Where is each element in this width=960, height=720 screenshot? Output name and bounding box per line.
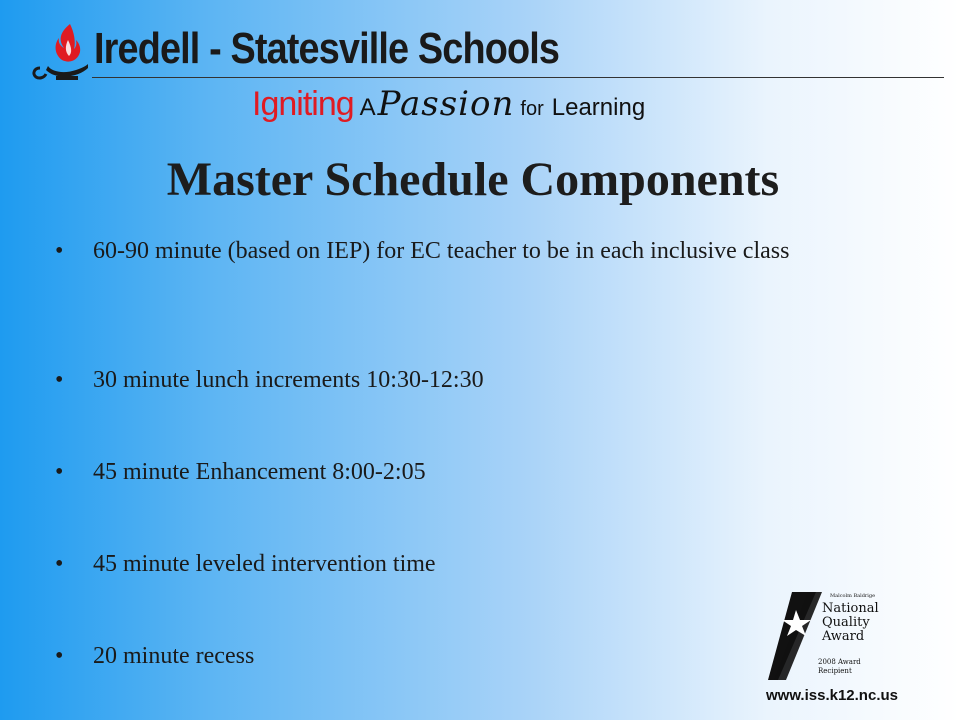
tagline-passion: Passion xyxy=(377,84,515,124)
tagline-a: A xyxy=(359,94,376,121)
award-line6: Recipient xyxy=(818,667,852,675)
tagline-igniting: Igniting xyxy=(252,85,354,123)
tagline-learning: Learning xyxy=(551,94,646,121)
award-line1: Malcolm Baldrige xyxy=(830,593,876,599)
bullet-text: 20 minute recess xyxy=(93,643,255,669)
page-title: Master Schedule Components xyxy=(166,153,780,206)
bullet-marker: • xyxy=(55,551,64,577)
tagline-for: for xyxy=(520,98,544,120)
bullet-item xyxy=(55,232,855,270)
bullet-marker: • xyxy=(55,643,64,669)
award-line3: Quality xyxy=(822,615,870,630)
bullet-text: 30 minute lunch increments 10:30-12:30 xyxy=(93,367,484,393)
footer-url: www.iss.k12.nc.us xyxy=(765,687,898,704)
bullet-marker: • xyxy=(55,367,64,393)
bullet-item xyxy=(55,545,855,583)
bullet-item xyxy=(55,453,855,491)
award-line4: Award xyxy=(822,629,865,644)
school-name: Iredell - Statesville Schools xyxy=(94,24,560,73)
bullet-item xyxy=(55,637,855,675)
bullet-text: 45 minute Enhancement 8:00-2:05 xyxy=(93,459,426,485)
header-divider xyxy=(92,77,944,78)
award-line5: 2008 Award xyxy=(818,658,861,666)
bullet-marker: • xyxy=(55,238,64,264)
bullet-marker: • xyxy=(55,459,64,485)
bullet-item xyxy=(55,361,855,399)
baldrige-award-star-icon xyxy=(764,588,884,686)
bullet-text: 60-90 minute (based on IEP) for EC teacher to be in each inclusive class xyxy=(93,238,790,264)
award-line2: National xyxy=(822,601,879,616)
tagline xyxy=(252,84,645,128)
lamp-flame-logo-icon xyxy=(30,18,90,90)
bullet-text: 45 minute leveled intervention time xyxy=(93,551,436,577)
